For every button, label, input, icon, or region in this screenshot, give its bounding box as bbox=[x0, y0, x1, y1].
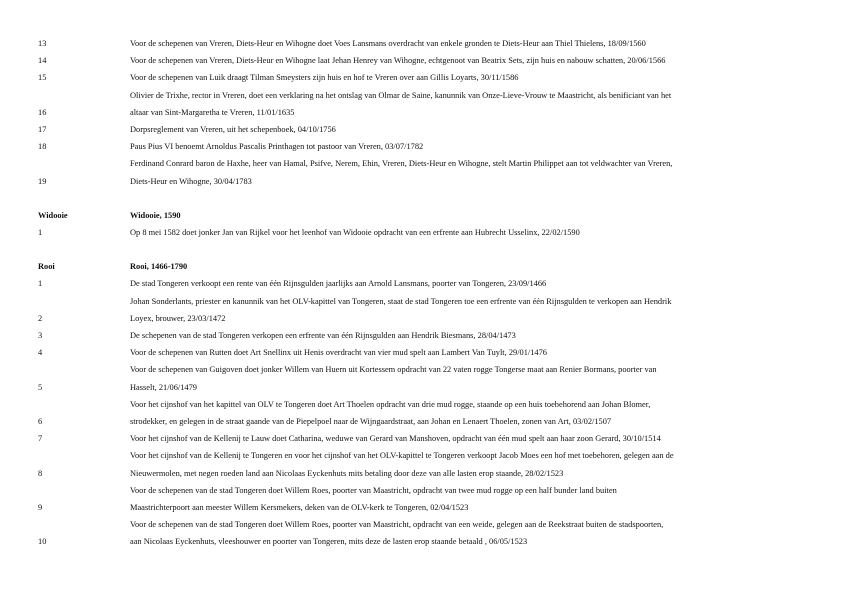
section-header-rooi bbox=[38, 258, 818, 275]
section-name: Widooie bbox=[38, 210, 68, 220]
entry-text-line: Maastrichterpoort aan meester Willem Kersmekers, deken van de OLV-kerk te Tongeren, 02/04/1523 bbox=[130, 503, 469, 513]
entry-row bbox=[38, 155, 818, 189]
entry-row bbox=[38, 275, 818, 292]
block-widooie bbox=[38, 224, 818, 241]
entry-text bbox=[130, 327, 818, 344]
entry-number: 17 bbox=[38, 125, 47, 135]
entry-text bbox=[130, 87, 818, 121]
entry-text-line: Diets-Heur en Wihogne, 30/04/1783 bbox=[130, 176, 252, 186]
section-name: Rooi bbox=[38, 262, 55, 272]
section-title: Widooie, 1590 bbox=[130, 210, 181, 220]
entry-row bbox=[38, 327, 818, 344]
entry-row bbox=[38, 344, 818, 361]
entry-number: 13 bbox=[38, 39, 47, 48]
entry-text bbox=[130, 155, 818, 189]
entry-row bbox=[38, 35, 818, 52]
entry-row bbox=[38, 482, 818, 516]
entry-number: 1 bbox=[38, 228, 43, 238]
entry-number: 15 bbox=[38, 73, 47, 83]
block-rooi bbox=[38, 275, 818, 550]
entry-text bbox=[130, 344, 818, 361]
entry-text-line: Johan Sonderlants, priester en kanunnik van het OLV-kapittel van Tongeren, staat de stad Tongeren toe een erfrente van één Rijnsgulden te verkopen aan Hendrik bbox=[130, 296, 672, 306]
entry-text-line: Loyex, brouwer, 23/03/1472 bbox=[130, 313, 226, 323]
entry-row bbox=[38, 293, 818, 327]
entry-text-line: Voor de schepenen van Guigoven doet jonker Willem van Huern uit Kortessem opdracht van 22 vaten rogge Tongerse maat aan Renier Bormans, poorter van bbox=[130, 365, 657, 375]
entry-text bbox=[130, 121, 818, 138]
entry-text-line: altaar van Sint-Margaretha te Vreren, 11/01/1635 bbox=[130, 107, 295, 117]
entry-number: 19 bbox=[38, 176, 47, 186]
entry-number: 9 bbox=[38, 503, 43, 513]
entry-number: 16 bbox=[38, 107, 47, 117]
entry-text-line: strodekker, en gelegen in de straat gaande van de Piepelpoel naar de Wijngaardstraat, aan Johan en Lenaert Thoelen, zonen van Art, 03/02/1507 bbox=[130, 417, 612, 427]
entry-number: 4 bbox=[38, 348, 43, 358]
entry-text-line: Ferdinand Conrard baron de Haxhe, heer van Hamal, Psifve, Nerem, Ehin, Vreren, Diets-Heur en Wihogne, stelt Martin Philippet aan tot veldwachter van Vreren, bbox=[130, 159, 673, 169]
entry-text-line: aan Nicolaas Eyckenhuts, vleeshouwer en poorter van Tongeren, mits deze de lasten erop staande betaald , 06/05/1523 bbox=[130, 537, 528, 547]
entry-text-line: Paus Pius VI benoemt Arnoldus Pascalis Printhagen tot pastoor van Vreren, 03/07/1782 bbox=[130, 142, 424, 152]
entry-row bbox=[38, 87, 818, 121]
entry-text-line: Voor de schepenen van de stad Tongeren doet Willem Roes, poorter van Maastricht, opdracht van een weide, gelegen aan de Reekstraat buiten de stadspoorten, bbox=[130, 520, 664, 530]
entry-row bbox=[38, 396, 818, 430]
entry-row bbox=[38, 52, 818, 69]
entry-text bbox=[130, 293, 818, 327]
entry-text bbox=[130, 138, 818, 155]
entry-number: 10 bbox=[38, 537, 47, 547]
entry-text bbox=[130, 361, 818, 395]
entry-number: 1 bbox=[38, 279, 43, 289]
section-title: Rooi, 1466-1790 bbox=[130, 262, 188, 272]
entry-text-line: Nieuwermolen, met negen roeden land aan Nicolaas Eyckenhuts mits betaling door deze van alle lasten erop staande, 28/02/1523 bbox=[130, 468, 564, 478]
entry-text-line: Voor het cijnshof van de Kellenij te Tongeren en voor het cijnshof van het OLV-kapittel te Tongeren verkoopt Jacob Moes een hof met toebehoren, gelegen aan de bbox=[130, 451, 674, 461]
entry-row bbox=[38, 69, 818, 86]
entry-number: 3 bbox=[38, 331, 43, 341]
entry-text bbox=[130, 396, 818, 430]
entry-text bbox=[130, 52, 818, 69]
entry-row bbox=[38, 430, 818, 447]
entry-text bbox=[130, 482, 818, 516]
entry-text-line: Op 8 mei 1582 doet jonker Jan van Rijkel voor het leenhof van Widooie opdracht van een erfrente aan Hubrecht Usselinx, 22/02/1590 bbox=[130, 228, 580, 238]
entry-text-line: Voor de schepenen van Vreren, Diets-Heur en Wihogne laat Jehan Henrey van Wihogne, echtgenoot van Beatrix Sets, zijn huis en nabouw schatten, 20/06/1566 bbox=[130, 56, 666, 66]
entry-number: 7 bbox=[38, 434, 43, 444]
entry-row bbox=[38, 224, 818, 241]
entry-text-line: Voor het cijnshof van het kapittel van OLV te Tongeren doet Art Thoelen opdracht van drie mud rogge, staande op een huis toebehorend aan Johan Blomer, bbox=[130, 399, 651, 409]
entry-text bbox=[130, 224, 818, 241]
entry-text-line: Voor de schepenen van Rutten doet Art Snellinx uit Henis overdracht van vier mud spelt aan Lambert Van Tuylt, 29/01/1476 bbox=[130, 348, 547, 358]
entry-number: 6 bbox=[38, 417, 43, 427]
spacer bbox=[38, 190, 818, 207]
entry-text bbox=[130, 35, 818, 52]
entry-text-line: Voor de schepenen van Luik draagt Tilman Smeysters zijn huis en hof te Vreren over aan Gillis Loyarts, 30/11/1586 bbox=[130, 73, 519, 83]
entry-number: 2 bbox=[38, 313, 43, 323]
entry-row bbox=[38, 516, 818, 550]
entry-number: 14 bbox=[38, 56, 47, 66]
entry-row bbox=[38, 121, 818, 138]
entry-text-line: Voor het cijnshof van de Kellenij te Lauw doet Catharina, weduwe van Gerard van Manshoven, opdracht van één mud spelt aan haar zoon Gerard, 30/10/1514 bbox=[130, 434, 661, 444]
entry-number: 18 bbox=[38, 142, 47, 152]
entry-text bbox=[130, 69, 818, 86]
block-vreren bbox=[38, 35, 818, 190]
entry-text bbox=[130, 516, 818, 550]
entry-text-line: Hasselt, 21/06/1479 bbox=[130, 382, 197, 392]
entry-row bbox=[38, 138, 818, 155]
entry-row bbox=[38, 447, 818, 481]
entry-text bbox=[130, 430, 818, 447]
entry-text-line: Olivier de Trixhe, rector in Vreren, doet een verklaring na het ontslag van Olmar de Saine, kanunnik van Onze-Lieve-Vrouw te Maastricht, als benificiant van het bbox=[130, 90, 672, 100]
entry-text bbox=[130, 275, 818, 292]
spacer bbox=[38, 241, 818, 258]
entry-number: 8 bbox=[38, 468, 43, 478]
entry-text-line: Dorpsreglement van Vreren, uit het schepenboek, 04/10/1756 bbox=[130, 125, 336, 135]
entry-row bbox=[38, 361, 818, 395]
entry-number: 5 bbox=[38, 382, 43, 392]
entry-text bbox=[130, 447, 818, 481]
entry-text-line: Voor de schepenen van de stad Tongeren doet Willem Roes, poorter van Maastricht, opdracht van twee mud rogge op een half bunder land buiten bbox=[130, 485, 617, 495]
entry-text-line: Voor de schepenen van Vreren, Diets-Heur en Wihogne doet Voes Lansmans overdracht van enkele gronden te Diets-Heur aan Thiel Thielens, 18/09/1560 bbox=[130, 39, 646, 48]
entry-text-line: De schepenen van de stad Tongeren verkopen een erfrente van één Rijnsgulden aan Hendrik Biesmans, 28/04/1473 bbox=[130, 331, 516, 341]
entries bbox=[38, 35, 818, 551]
entry-text-line: De stad Tongeren verkoopt een rente van één Rijnsgulden jaarlijks aan Arnold Lansmans, poorter van Tongeren, 23/09/1466 bbox=[130, 279, 547, 289]
section-header-widooie bbox=[38, 207, 818, 224]
